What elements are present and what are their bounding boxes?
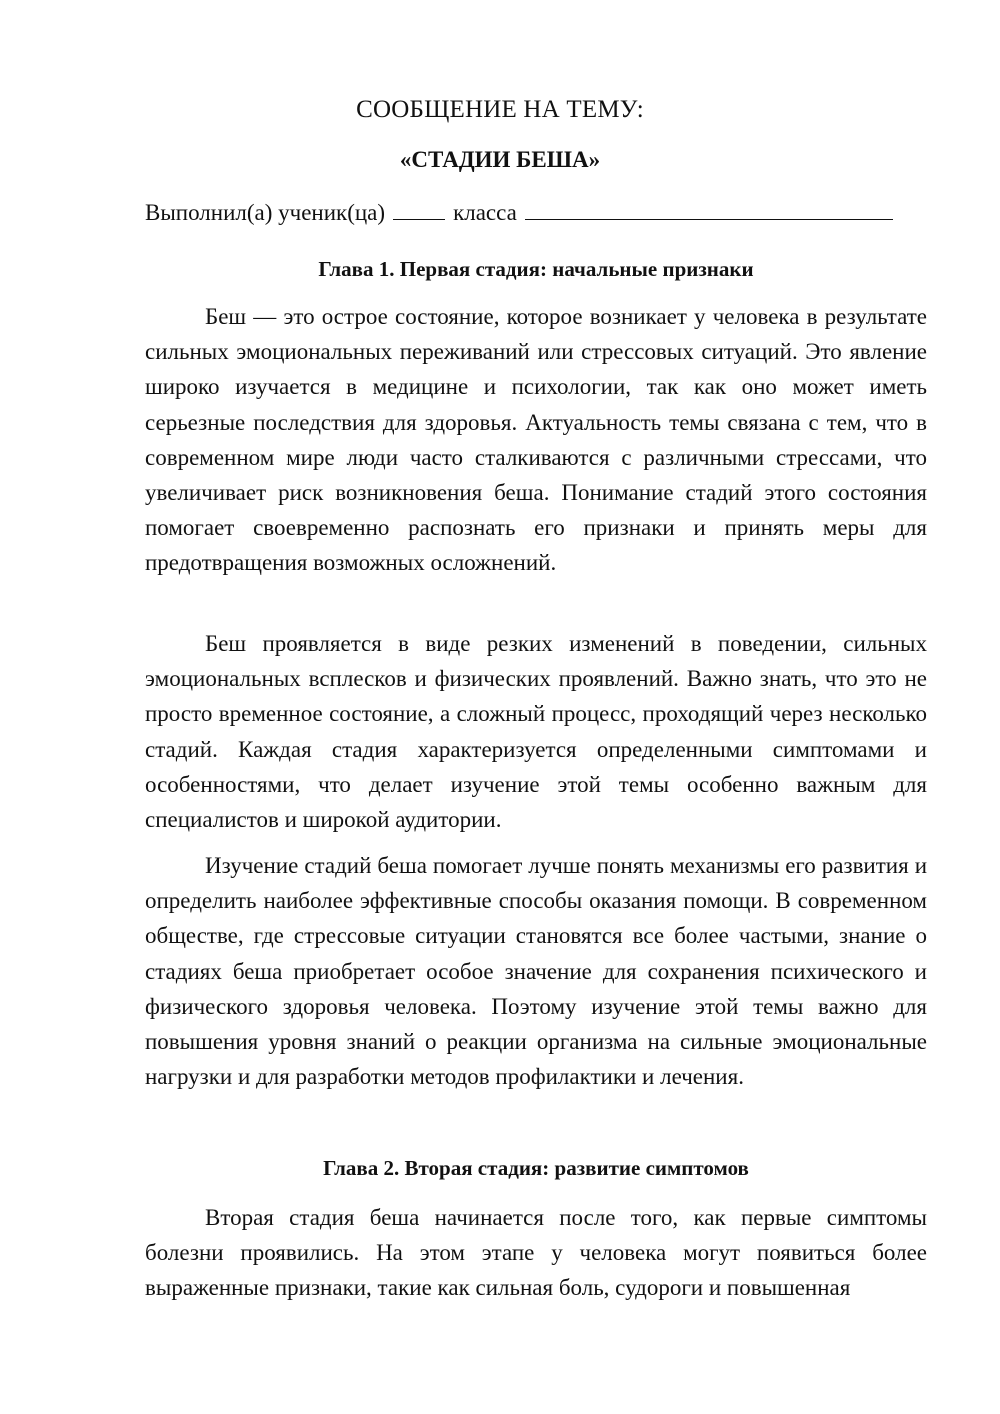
author-class-label: класса (453, 200, 517, 225)
chapter1-paragraph-2: Беш проявляется в виде резких изменений в поведении, сильных эмоциональных всплесков и физических проявлений. Важно знать, что это не просто временное состояние, а сложный процесс, проходящий через несколько стадий. Каждая стадия характеризуется определенными симптомами и особенностями, что делает изучение этой темы особенно важным для специалистов и широкой аудитории. (145, 631, 927, 833)
chapter2-heading: Глава 2. Вторая стадия: развитие симптомов (323, 1156, 749, 1180)
author-prefix: Выполнил(а) ученик(ца) (145, 200, 386, 225)
chapter1-heading: Глава 1. Первая стадия: начальные признаки (318, 257, 754, 281)
class-number-blank (393, 197, 445, 220)
chapter1-paragraph-3: Изучение стадий беша помогает лучше понять механизмы его развития и определить наиболее эффективные способы оказания помощи. В современном обществе, где стрессовые ситуации становятся все более частыми, знание о стадиях беша приобретает особое значение для сохранения психического и физического здоровья человека. Поэтому изучение этой темы важно для повышения уровня знаний о реакции организма на сильные эмоциональные нагрузки и для разработки методов профилактики и лечения. (145, 853, 927, 1090)
chapter1-paragraph-1: Беш — это острое состояние, которое возникает у человека в результате сильных эмоциональных переживаний или стрессовых ситуаций. Это явление широко изучается в медицине и психологии, так как оно может иметь серьезные последствия для здоровья. Актуальность темы связана с тем, что в современном мире люди часто сталкиваются с различными стрессами, что увеличивает риск возникновения беша. Понимание стадий этого состояния помогает своевременно распознать его признаки и принять меры для предотвращения возможных осложнений. (145, 304, 927, 576)
document-title-line1: СООБЩЕНИЕ НА ТЕМУ: (356, 96, 644, 123)
author-line (145, 195, 935, 231)
document-title-topic: «СТАДИИ БЕША» (399, 147, 601, 172)
student-name-blank (525, 197, 893, 220)
chapter2-paragraph-1: Вторая стадия беша начинается после того, как первые симптомы болезни проявились. На этом этапе у человека могут появиться более выраженные признаки, такие как сильная боль, судороги и повышенная (145, 1205, 927, 1301)
